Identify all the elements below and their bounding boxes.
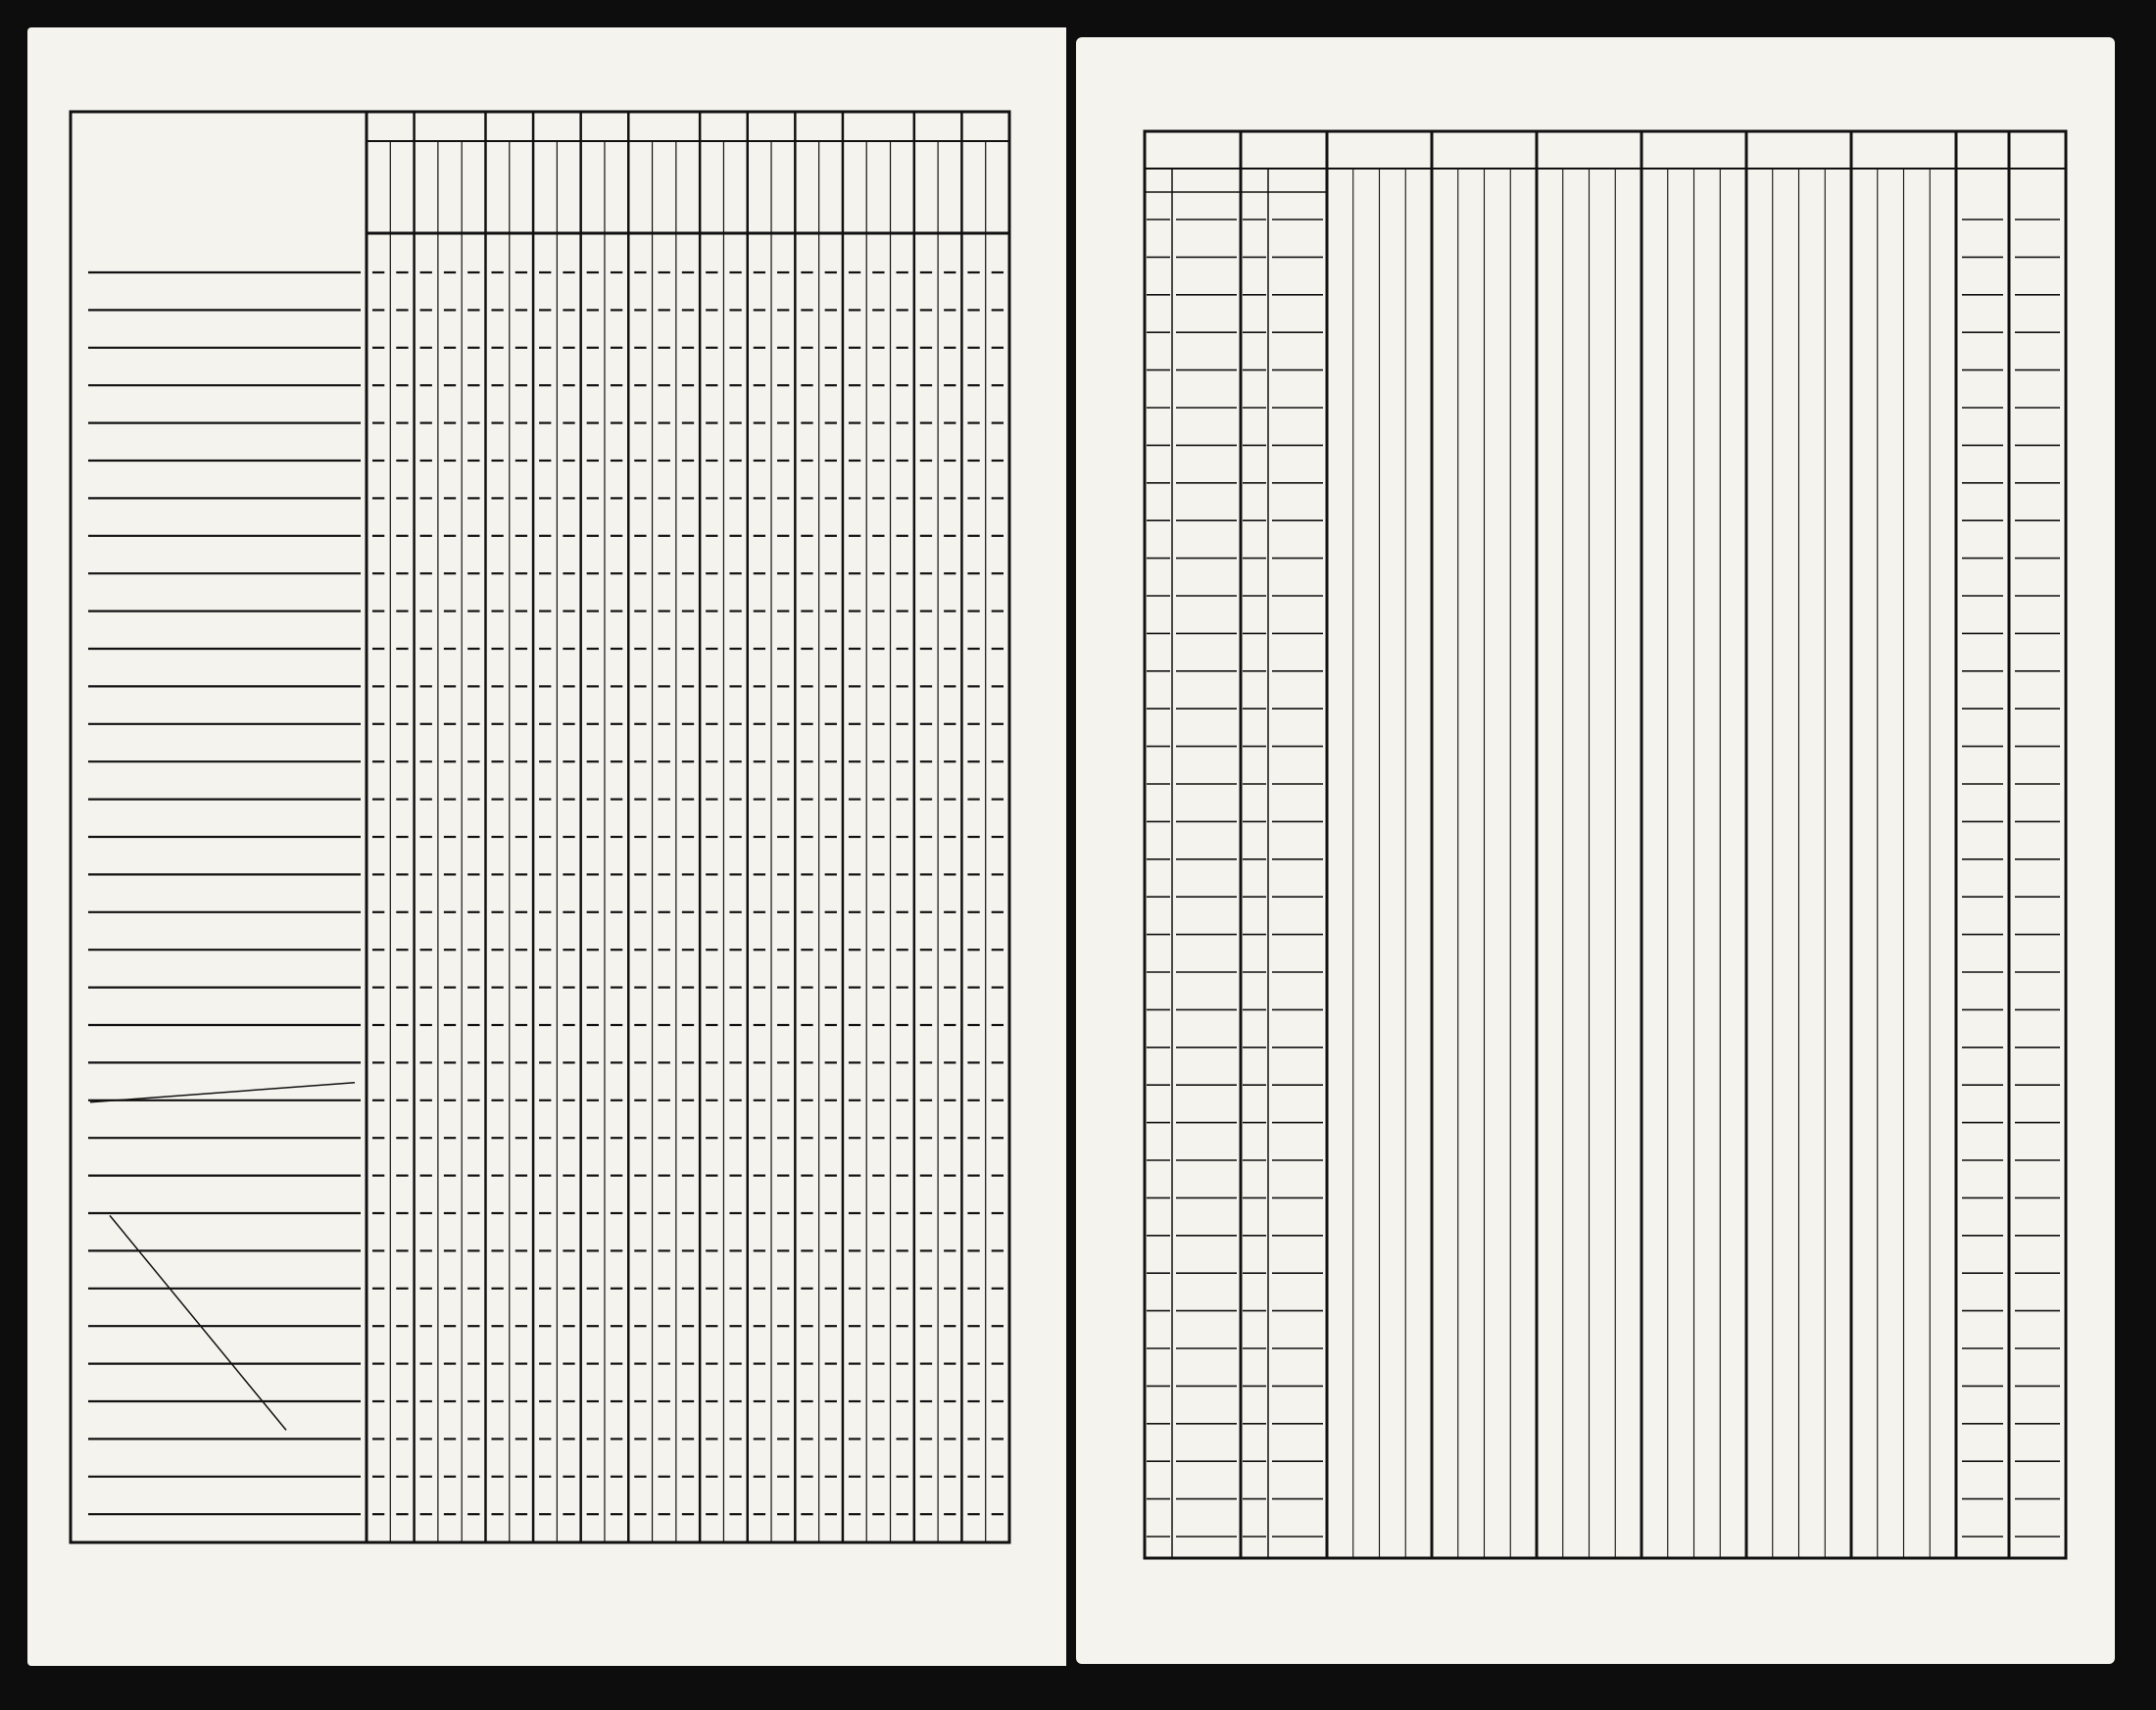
- left-register-table: [27, 27, 1070, 1666]
- right-register-table: [1076, 37, 2115, 1664]
- table-frame: [1145, 131, 2066, 1558]
- crossout-stroke: [110, 1215, 286, 1430]
- left-page: [27, 27, 1070, 1666]
- table-frame: [71, 112, 1009, 1542]
- right-page: [1076, 37, 2115, 1664]
